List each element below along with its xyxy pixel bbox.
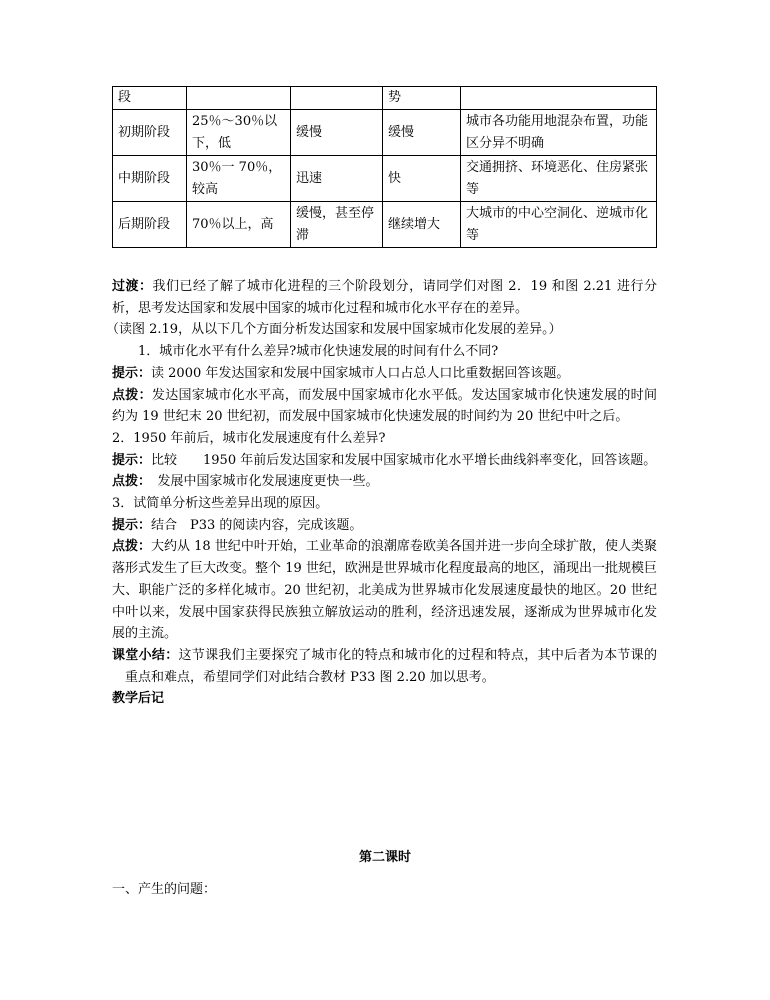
table-cell: 缓慢 [383, 110, 461, 156]
transition-label: 过渡： [112, 279, 153, 294]
read-note: （读图 2.19，从以下几个方面分析发达国家和发展中国家城市化发展的差异。） [106, 322, 562, 338]
table-row [113, 87, 657, 110]
table-cell: 势 [383, 87, 461, 110]
question-2: 2．1950 年前后，城市化发展速度有什么差异? [112, 430, 386, 446]
hint-text: 读 2000 年发达国家和发展中国家城市人口占总人口比重数据回答该题。 [151, 365, 570, 381]
point-text: 发达国家城市化水平高，而发展中国家城市化水平低。发达国家城市化快速发展的时间约为 19 世纪末 20 世纪初，而发展中国家城市化快速发展的时间约为 20 世纪中叶之后。 [112, 387, 657, 425]
question-2-hint [112, 450, 657, 472]
table-cell: 25％～30％以下，低 [187, 110, 291, 156]
transition-text: 我们已经了解了城市化进程的三个阶段划分，请同学们对图 2．19 和图 2.21 进行分析，思考发达国家和发展中国家的城市化过程和城市化水平存在的差异。 [112, 279, 657, 316]
hint-text: 比较 1950 年前后发达国家和发展中国家城市化水平增长曲线斜率变化，回答该题。 [151, 452, 657, 468]
question-3: 3．试简单分析这些差异出现的原因。 [112, 496, 329, 512]
point-label: 点拨： [112, 539, 152, 555]
point-label: 点拨： [112, 387, 152, 403]
table-row [113, 202, 657, 248]
table-cell: 70％以上，高 [187, 202, 291, 248]
lesson-body [106, 276, 657, 710]
table-cell: 30％一 70％，较高 [187, 156, 291, 202]
table-cell: 快 [383, 156, 461, 202]
point-label: 点拨： [112, 474, 145, 490]
section-heading: 一、产生的问题： [112, 882, 217, 897]
table-cell: 缓慢，甚至停滞 [291, 202, 383, 248]
table-cell: 城市各功能用地混杂布置，功能区分异不明确 [461, 110, 657, 156]
table-cell: 大城市的中心空洞化、逆城市化等 [461, 202, 657, 248]
table-row [113, 156, 657, 202]
summary-label: 课堂小结： [112, 647, 179, 663]
question-1-point [112, 385, 657, 428]
question-3-hint [112, 515, 657, 537]
question-1: 1．城市化水平有什么差异?城市化快速发展的时间有什么不同? [138, 344, 499, 360]
transition-paragraph [112, 276, 657, 319]
lesson-2-title: 第二课时 [358, 850, 411, 865]
table-cell [187, 87, 291, 110]
question-2-point [112, 471, 657, 493]
table-row [113, 110, 657, 156]
table-cell: 后期阶段 [113, 202, 187, 248]
afterword-heading: 教学后记 [112, 691, 165, 707]
table-cell [291, 87, 383, 110]
table-cell: 中期阶段 [113, 156, 187, 202]
table-cell: 段 [113, 87, 187, 110]
point-text: 发展中国家城市化发展速度更快一些。 [144, 474, 379, 490]
table-cell: 交通拥挤、环境恶化、住房紧张等 [461, 156, 657, 202]
table-cell: 继续增大 [383, 202, 461, 248]
point-text: 大约从 18 世纪中叶开始，工业革命的浪潮席卷欧美各国并进一步向全球扩散，使人类聚落形式发生了巨大改变。整个 19 世纪，欧洲是世界城市化程度最高的地区，涌现出一批规模巨大、职能广泛的多样化城市。20 世纪初，北美成为世界城市化发展速度最快的地区。20 世纪中叶以来，发展中国家获得民族独立解放运动的胜利，经济迅速发展，逐渐成为世界城市化发展的主流。 [112, 539, 657, 642]
urbanization-stage-table [112, 86, 657, 248]
summary-text: 这节课我们主要探究了城市化的特点和城市化的过程和特点，其中后者为本节课的重点和难点，希望同学们对此结合教材 P33 图 2.20 加以思考。 [125, 647, 657, 685]
hint-text: 结合 P33 的阅读内容，完成该题。 [151, 517, 363, 533]
table-cell: 初期阶段 [113, 110, 187, 156]
hint-label: 提示： [112, 452, 152, 468]
table-cell: 迅速 [291, 156, 383, 202]
question-3-point [112, 536, 657, 645]
hint-label: 提示： [112, 365, 152, 381]
class-summary [112, 645, 657, 688]
hint-label: 提示： [112, 517, 152, 533]
question-1-hint [112, 363, 657, 385]
table-cell [461, 87, 657, 110]
table-cell: 缓慢 [291, 110, 383, 156]
